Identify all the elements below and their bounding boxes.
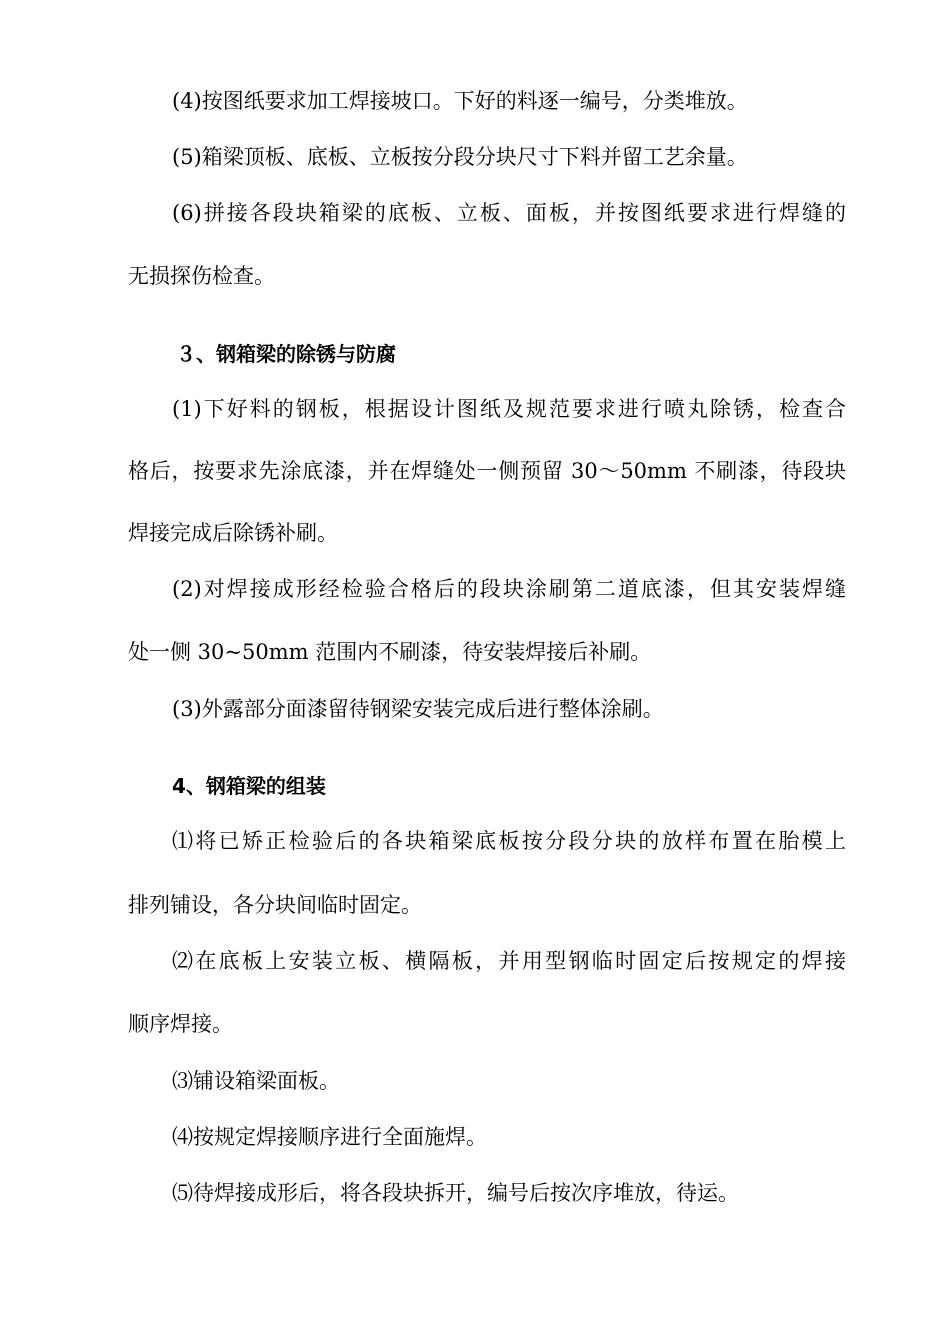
paragraph-4-4: ⑷按规定焊接顺序进行全面施焊。 <box>172 1125 487 1149</box>
paragraph-4-1-line-1: ⑴将已矫正检验后的各块箱梁底板按分段分块的放样布置在胎模上 <box>172 829 846 853</box>
paragraph-3-1-line-1: (1)下好料的钢板，根据设计图纸及规范要求进行喷丸除锈，检查合 <box>172 397 846 421</box>
paragraph-4-3: ⑶铺设箱梁面板。 <box>172 1069 340 1093</box>
paragraph-2-5: (5)箱梁顶板、底板、立板按分段分块尺寸下料并留工艺余量。 <box>172 145 748 169</box>
paragraph-4-2-line-2: 顺序焊接。 <box>128 1012 233 1036</box>
paragraph-3-3: (3)外露部分面漆留待钢梁安装完成后进行整体涂刷。 <box>172 697 664 721</box>
section-3-heading: ３、钢箱梁的除锈与防腐 <box>176 342 396 366</box>
paragraph-2-6-line-2: 无损探伤检查。 <box>128 264 275 288</box>
paragraph-3-1-line-2: 格后，按要求先涂底漆，并在焊缝处一侧预留 30～50mm 不刷漆，待段块 <box>128 459 846 483</box>
paragraph-4-5: ⑸待焊接成形后，将各段块拆开，编号后按次序堆放，待运。 <box>172 1181 739 1205</box>
paragraph-3-2-line-1: (2)对焊接成形经检验合格后的段块涂刷第二道底漆，但其安装焊缝 <box>172 577 846 601</box>
paragraph-3-2-line-2: 处一侧 30~50mm 范围内不刷漆，待安装焊接后补刷。 <box>128 640 652 664</box>
paragraph-4-2-line-1: ⑵在底板上安装立板、横隔板，并用型钢临时固定后按规定的焊接 <box>172 949 846 973</box>
paragraph-2-4: (4)按图纸要求加工焊接坡口。下好的料逐一编号，分类堆放。 <box>172 89 748 113</box>
paragraph-3-1-line-3: 焊接完成后除锈补刷。 <box>128 521 338 545</box>
paragraph-4-1-line-2: 排列铺设，各分块间临时固定。 <box>128 893 422 917</box>
section-4-heading: 4、钢箱梁的组装 <box>172 774 326 798</box>
paragraph-2-6-line-1: (6)拼接各段块箱梁的底板、立板、面板，并按图纸要求进行焊缝的 <box>172 201 846 225</box>
